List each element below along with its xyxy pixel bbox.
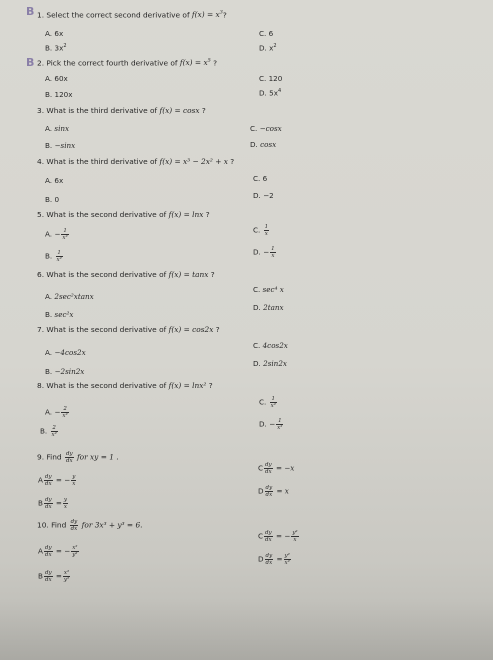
question-4: 4. What is the third derivative of f(x) = x³ − 2x² + x ?: [37, 157, 235, 166]
option-d[interactable]: D. − $\frac{1}{x}$: [253, 246, 275, 259]
handwritten-mark: B: [26, 56, 35, 69]
handwritten-mark: B: [26, 5, 35, 18]
option-d[interactable]: D. 2tanx: [253, 303, 284, 312]
option-a[interactable]: A. − $\frac{2}{\text{x²}}$: [45, 406, 68, 419]
question-number: 1.: [37, 10, 45, 20]
option-d[interactable]: D. −2: [253, 191, 274, 200]
option-a[interactable]: A. −4cos2x: [45, 348, 86, 357]
option-d[interactable]: D. cosx: [250, 140, 277, 149]
option-c[interactable]: C. 6: [253, 174, 268, 183]
option-a[interactable]: A $\frac{dy}{dx}$ = − $\frac{\text{x²}}{\text{y²}}$: [38, 545, 78, 558]
option-c[interactable]: C. 120: [259, 74, 283, 83]
option-a[interactable]: A. − $\frac{1}{\text{x²}}$: [45, 228, 68, 241]
option-a[interactable]: A. 6x: [45, 29, 64, 38]
question-stem: Select the correct second derivative of: [46, 10, 190, 20]
question-10: 10. Find $\frac{dy}{dx}$ for 3x³ + y³ = 6.: [37, 519, 143, 532]
option-a[interactable]: A. 2sec²xtanx: [45, 292, 94, 301]
option-c[interactable]: C. 6: [259, 29, 274, 38]
option-a[interactable]: A. 6x: [45, 176, 64, 185]
option-b[interactable]: B. 0: [45, 195, 60, 204]
question-expr: $f(x) = x^3$: [191, 10, 223, 20]
option-b[interactable]: B $\frac{dy}{dx}$ = $\frac{y}{x}$: [38, 497, 68, 510]
option-b[interactable]: B. −2sin2x: [45, 367, 85, 376]
option-d[interactable]: D. $5x^4$: [259, 88, 282, 98]
option-a[interactable]: A $\frac{dy}{dx}$ = − $\frac{y}{x}$: [38, 474, 76, 487]
page-shadow: [0, 600, 493, 660]
option-b[interactable]: B. sec²x: [45, 310, 74, 319]
option-d[interactable]: D $\frac{dy}{dx}$ = $\frac{\text{y²}}{\text{x²}}$: [258, 553, 290, 566]
question-1: 1. Select the correct second derivative of $f(x) = x^3$?: [37, 10, 227, 20]
option-d[interactable]: D. $x^2$: [259, 43, 277, 53]
option-b[interactable]: B. $3x^2$: [45, 43, 67, 53]
option-b[interactable]: B $\frac{dy}{dx}$ = $\frac{\text{x²}}{\text{y²}}$: [38, 570, 70, 583]
option-c[interactable]: C. 4cos2x: [253, 341, 288, 350]
option-b[interactable]: B. $\frac{2}{\text{x²}}$: [40, 425, 57, 438]
option-d[interactable]: D $\frac{dy}{dx}$ = x: [258, 485, 289, 498]
option-d[interactable]: D. 2sin2x: [253, 359, 287, 368]
question-9: 9. Find $\frac{dy}{dx}$ for xy = 1 .: [37, 451, 119, 464]
option-a[interactable]: A. 60x: [45, 74, 68, 83]
question-6: 6. What is the second derivative of f(x) = tanx ?: [37, 270, 215, 279]
option-d[interactable]: D. − $\frac{1}{\text{x²}}$: [259, 418, 283, 431]
option-c[interactable]: C. $\frac{1}{\text{x²}}$: [259, 396, 276, 409]
question-3: 3. What is the third derivative of f(x) = cosx ?: [37, 106, 206, 115]
option-c[interactable]: C $\frac{dy}{dx}$ = − $\frac{\text{y²}}{x}$: [258, 530, 298, 543]
option-b[interactable]: B. 120x: [45, 90, 73, 99]
option-c[interactable]: C. −cosx: [250, 124, 282, 133]
option-b[interactable]: B. $\frac{1}{\text{x²}}$: [45, 250, 62, 263]
question-8: 8. What is the second derivative of f(x) = lnx² ?: [37, 381, 213, 390]
option-b[interactable]: B. −sinx: [45, 141, 76, 150]
question-7: 7. What is the second derivative of f(x) = cos2x ?: [37, 325, 220, 334]
option-c[interactable]: C. sec⁴ x: [253, 285, 284, 294]
option-c[interactable]: C $\frac{dy}{dx}$ = −x: [258, 462, 295, 475]
option-c[interactable]: C. $\frac{1}{x}$: [253, 224, 269, 237]
question-2: 2. Pick the correct fourth derivative of $f(x) = x^5$ ?: [37, 58, 218, 68]
option-a[interactable]: A. sinx: [45, 124, 70, 133]
question-5: 5. What is the second derivative of f(x) = lnx ?: [37, 210, 210, 219]
